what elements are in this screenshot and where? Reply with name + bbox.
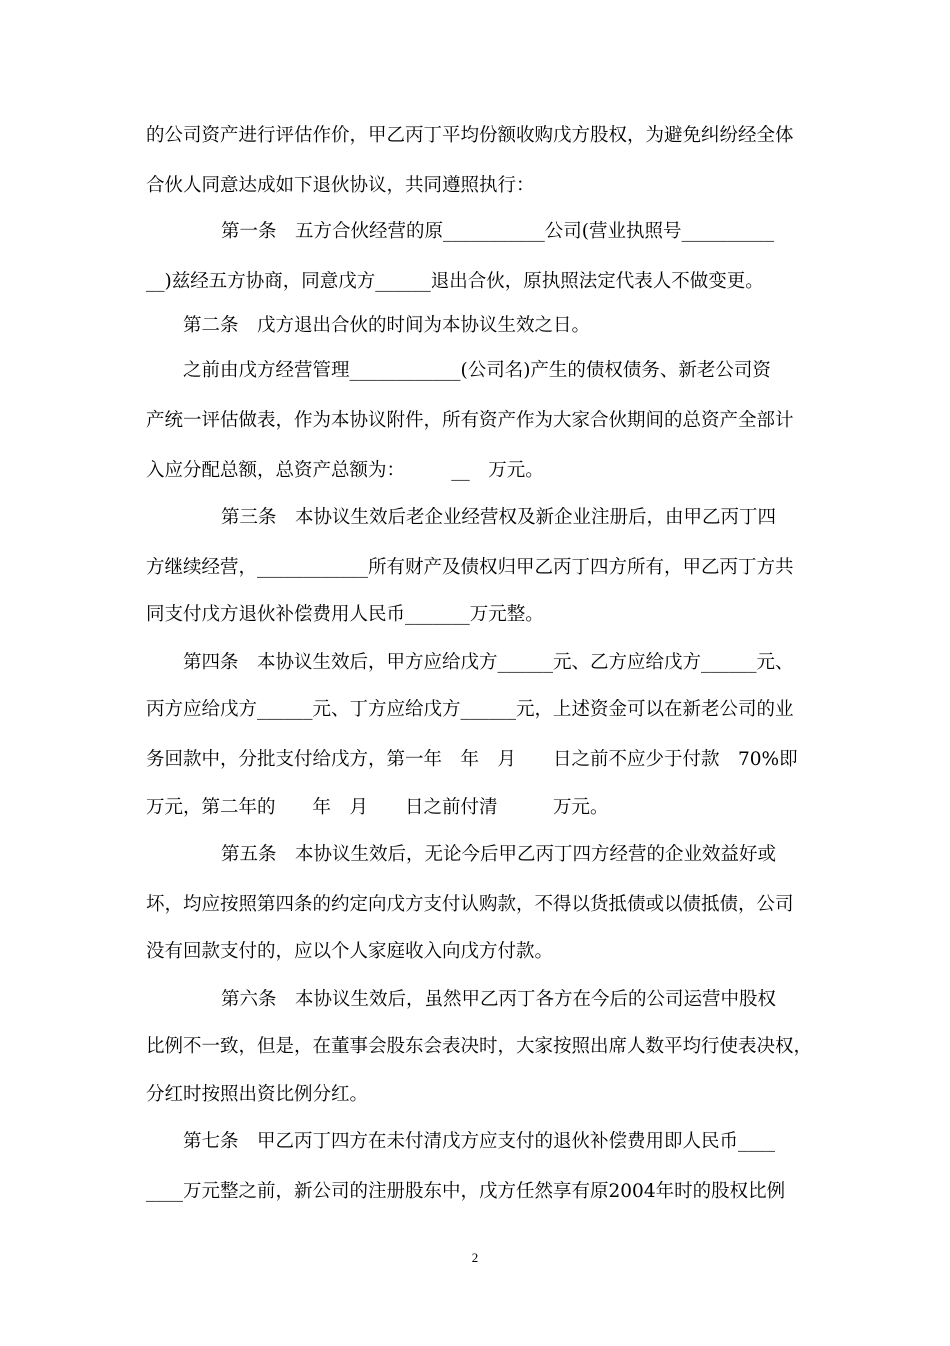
text-line-12: 第四条 本协议生效后，甲方应给戊方______元、乙方应给戊方______元、 xyxy=(183,652,794,673)
text-line-9: 第三条 本协议生效后老企业经营权及新企业注册后，由甲乙丙丁四 xyxy=(221,507,777,528)
text-line-2: 合伙人同意达成如下退伙协议，共同遵照执行： xyxy=(146,175,535,196)
text-line-17: 坏，均应按照第四条的约定向戊方支付认购款，不得以货抵债或以债抵债，公司 xyxy=(146,894,794,915)
text-line-6: 之前由戊方经营管理____________(公司名)产生的债权债务、新老公司资 xyxy=(183,360,771,381)
text-line-20: 比例不一致，但是，在董事会股东会表决时，大家按照出席人数平均行使表决权， xyxy=(146,1036,813,1057)
text-line-21: 分红时按照出资比例分红。 xyxy=(146,1084,369,1105)
text-line-5: 第二条 戊方退出合伙的时间为本协议生效之日。 xyxy=(183,315,591,336)
text-line-14: 务回款中，分批支付给戊方，第一年 年 月 日之前不应少于付款 70%即 xyxy=(146,749,798,770)
text-line-10: 方继续经营，____________所有财产及债权归甲乙丙丁四方所有，甲乙丙丁方共 xyxy=(146,557,794,578)
text-line-23: ____万元整之前，新公司的注册股东中，戊方任然享有原2004年时的股权比例 xyxy=(146,1181,786,1202)
text-line-8: 入应分配总额，总资产总额为： __ 万元。 xyxy=(146,460,544,481)
text-line-16: 第五条 本协议生效后，无论今后甲乙丙丁四方经营的企业效益好或 xyxy=(221,844,777,865)
text-line-7: 产统一评估做表，作为本协议附件，所有资产作为大家合伙期间的总资产全部计 xyxy=(146,410,794,431)
text-line-1: 的公司资产进行评估作价，甲乙丙丁平均份额收购戊方股权，为避免纠纷经全体 xyxy=(146,125,794,146)
text-line-15: 万元，第二年的 年 月 日之前付清 万元。 xyxy=(146,797,609,818)
text-line-22: 第七条 甲乙丙丁四方在未付清戊方应支付的退伙补偿费用即人民币____ xyxy=(183,1131,776,1152)
text-line-11: 同支付戊方退伙补偿费用人民币_______万元整。 xyxy=(146,604,544,625)
text-line-4: __)兹经五方协商，同意戊方______退出合伙，原执照法定代表人不做变更。 xyxy=(146,271,764,292)
text-line-19: 第六条 本协议生效后，虽然甲乙丙丁各方在今后的公司运营中股权 xyxy=(221,989,777,1010)
page-number: 2 xyxy=(471,1250,479,1265)
text-line-13: 丙方应给戊方______元、丁方应给戊方______元，上述资金可以在新老公司的业 xyxy=(146,699,794,720)
text-line-3: 第一条 五方合伙经营的原___________公司(营业执照号__________ xyxy=(221,221,774,242)
text-line-18: 没有回款支付的，应以个人家庭收入向戊方付款。 xyxy=(146,941,554,962)
